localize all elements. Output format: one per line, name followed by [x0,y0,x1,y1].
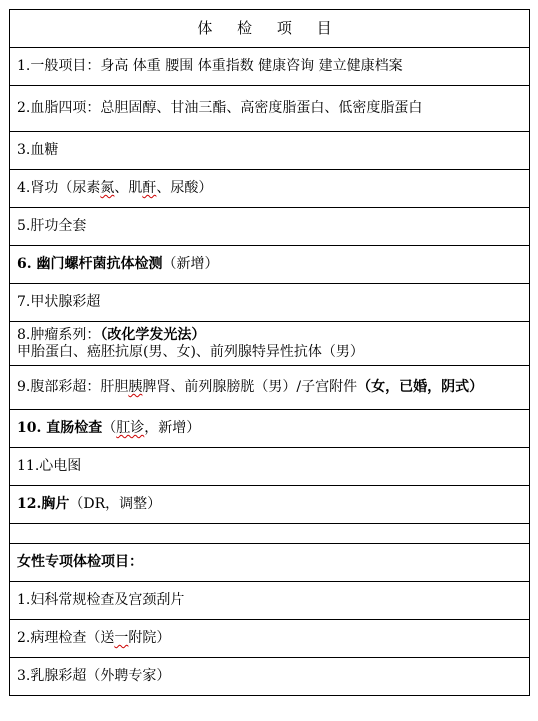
kidney-text-b: 氮 [100,180,115,196]
empty-cell [10,524,530,544]
tumor-line-2: 甲胎蛋白、癌胚抗原(男、女)、前列腺特异性抗体（男） [17,343,364,360]
row-rectal-exam [10,410,530,448]
table-row [10,322,530,366]
kidney-text-c: 、肌 [114,180,143,196]
table-row [10,48,530,86]
row-ecg: 11.心电图 [10,448,530,486]
table-row [10,544,530,582]
row-general-items: 1.一般项目：身高 体重 腰围 体重指数 健康咨询 建立健康档案 [10,48,530,86]
row-chest-xray [10,486,530,524]
pathology-text-a: 2.病理检查（送 [17,630,115,646]
table-row-empty [10,524,530,544]
table-row [10,366,530,410]
row-kidney-function [10,170,530,208]
rectal-label: 10. 直肠检查 [17,420,103,436]
row-helicobacter [10,246,530,284]
table-row [10,86,530,132]
row-gynecology: 1.妇科常规检查及宫颈刮片 [10,582,530,620]
table-row [10,486,530,524]
table-header-row [10,10,530,48]
table-row [10,658,530,696]
female-section-title: 女性专项体检项目： [10,544,530,582]
row-breast-ultrasound: 3.乳腺彩超（外聘专家） [10,658,530,696]
rectal-note-close: ，新增） [144,420,201,436]
table-row [10,132,530,170]
row-liver-function: 5.肝功全套 [10,208,530,246]
rectal-note-open: （ [102,420,117,436]
table-row [10,246,530,284]
table-row [10,620,530,658]
table-row [10,208,530,246]
table-row [10,170,530,208]
table-row [10,284,530,322]
row-pathology [10,620,530,658]
table-row [10,448,530,486]
helicobacter-label: 6. 幽门螺杆菌抗体检测 [17,256,163,272]
abdominal-text-c: 脾肾、前列腺膀胱（男）/子宫附件 [142,379,358,395]
kidney-text-d: 酐 [142,180,157,196]
abdominal-female-note: （女，已婚，阴式） [357,379,484,395]
tumor-line-1 [17,327,529,344]
kidney-text-a: 4.肾功（尿素 [17,180,101,196]
row-blood-lipids: 2.血脂四项：总胆固醇、甘油三酯、高密度脂蛋白、低密度脂蛋白 [10,86,530,132]
abdominal-text-a: 9.腹部彩超：肝胆 [17,379,129,395]
kidney-text-e: 、尿酸） [156,180,213,196]
row-thyroid-ultrasound: 7.甲状腺彩超 [10,284,530,322]
table-row [10,582,530,620]
pathology-text-c: 附院） [128,630,171,646]
row-blood-sugar: 3.血糖 [10,132,530,170]
table-row [10,410,530,448]
pathology-text-b: 一 [114,630,129,646]
helicobacter-note: （新增） [162,256,219,272]
rectal-note-word: 肛诊 [116,420,145,436]
row-abdominal-ultrasound [10,366,530,410]
row-tumor-markers [10,322,530,366]
tumor-method-note: （改化学发光法） [100,326,206,343]
abdominal-text-b: 胰 [128,379,143,395]
tumor-label: 8.肿瘤系列： [17,326,101,343]
table-header-title: 体 检 项 目 [10,10,530,48]
chest-label: 12.胸片 [17,496,70,512]
exam-items-table [9,9,530,696]
chest-note: （DR，调整） [69,496,162,512]
